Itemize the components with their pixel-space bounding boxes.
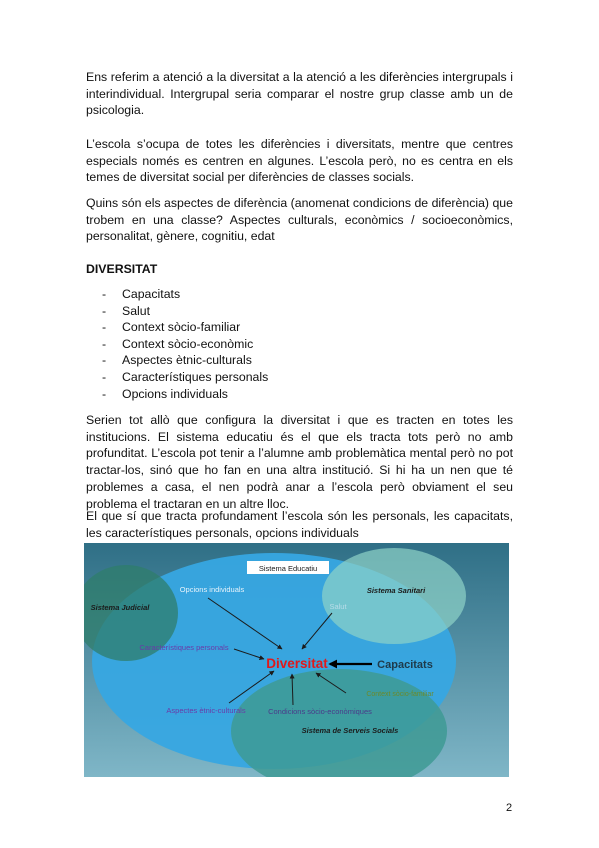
bullet-marker: - [102,386,107,401]
list-item [86,352,268,369]
bullet-marker: - [102,320,107,335]
judicial-label: Sistema Judicial [90,603,150,612]
salut-label: Salut [329,602,347,611]
aspectes-etnic-label: Aspectes ètnic-culturals [166,706,246,715]
bullet-marker: - [102,336,107,351]
educatiu-label: Sistema Educatiu [258,564,318,573]
bullet-marker: - [102,303,107,318]
list-item [86,336,268,353]
diversitat-list [86,286,268,402]
list-item [86,369,268,386]
list-item-label: Capacitats [122,287,181,301]
list-item-label: Context sòcio-econòmic [122,336,254,351]
opcions-individuals-label: Opcions individuals [179,585,245,594]
paragraph-aspectes: Quins són els aspectes de diferència (anomenat condicions de diferència) que trobem en una classe? Aspectes culturals, econòmics / socioeconòmics, personalitat, gènere, cognitiu, edat [86,196,513,244]
list-item [86,386,268,403]
caracteristiques-label: Característiques personals [139,643,229,652]
diversitat-center-label: Diversitat [266,656,328,671]
list-item [86,303,268,320]
list-item-label: Salut [122,303,151,318]
bullet-marker: - [102,353,107,368]
paragraph-intro: Ens referim a atenció a la diversitat a la atenció a les diferències intergrupals i interindividual. Intergrupal seria comparar el nostre grup classe amb un de psicologia. [86,70,513,118]
page-number: 2 [506,802,513,814]
list-item-label: Context sòcio-familiar [122,320,241,335]
paragraph-escola-tracta: El que sí que tracta profundament l’escola són les personals, les capacitats, les característiques personals, opcions individuals [86,509,513,540]
list-item [86,286,268,303]
bullet-marker: - [102,369,107,384]
section-heading: DIVERSITAT [86,262,158,276]
list-item-label: Aspectes ètnic-culturals [122,353,252,368]
paragraph-institucions: Serien tot allò que configura la diversitat i que es tracten en totes les institucions. El sistema educatiu és el que els tracta tots però no amb profunditat. L’escola pot tenir a l’alumne amb problemàtica mental però no pot tractar-los, sinó que ho fan en una altra institució. Si hi ha un nen que té problemes a casa, el nen podrà anar a l’escola però obviament el seu problema el tractaran en un altre lloc. [86,413,513,511]
sanitari-label: Sistema Sanitari [366,586,426,595]
serveis-socials-label: Sistema de Serveis Socials [301,726,399,735]
list-item [86,319,268,336]
sanitari-circle [322,548,466,644]
capacitats-label: Capacitats [377,659,433,671]
paragraph-escola: L’escola s’ocupa de totes les diferències i diversitats, mentre que centres especials només es centren en algunes. L’escola però, no es centra en els temes de diversitat social per diferències de classes socials. [86,137,513,185]
condicions-label: Condicions sòcio-econòmiques [268,707,372,716]
bullet-marker: - [102,287,107,301]
list-item-label: Opcions individuals [122,386,228,401]
list-item-label: Característiques personals [122,369,269,384]
context-familiar-label: Context sòcio-familiar [366,691,434,698]
diversitat-diagram [84,543,509,777]
